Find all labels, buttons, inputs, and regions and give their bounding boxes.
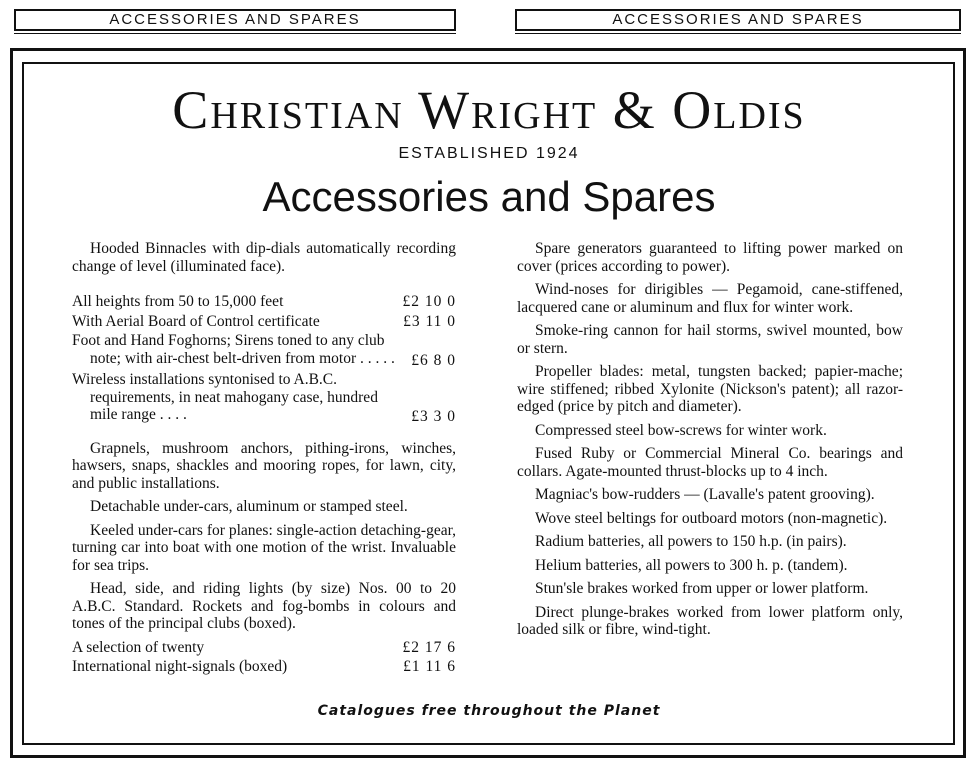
right-paragraph: Wove steel beltings for outboard motors (non-magnetic). xyxy=(535,509,888,527)
price-item xyxy=(72,658,456,676)
wireless-item xyxy=(72,371,456,426)
left-paragraph: Keeled under-cars for planes: single-action detaching-gear, turning car into boat with one motion of the wrist. Invaluable for sea trips. xyxy=(72,521,456,574)
price-value: £2 10 0 xyxy=(402,293,456,310)
spacer xyxy=(72,281,456,293)
right-paragraph: Stun'sle brakes worked from upper or lower platform. xyxy=(535,580,869,597)
right-column xyxy=(517,240,903,645)
price-label: International night-signals (boxed) xyxy=(72,658,288,675)
price-label: With Aerial Board of Control certificate xyxy=(72,312,320,330)
price-item xyxy=(72,293,456,311)
foghorns-price: £6 8 0 xyxy=(411,351,456,369)
left-intro: Hooded Binnacles with dip-dials automatically recording change of level (illuminated face). xyxy=(72,240,456,275)
header-rule-right xyxy=(515,33,961,34)
right-paragraph: Spare generators guaranteed to lifting power marked on cover (prices according to power). xyxy=(517,240,903,275)
right-paragraph: Compressed steel bow-screws for winter work. xyxy=(535,421,827,439)
price-item xyxy=(72,313,456,331)
foghorns-label: Foot and Hand Foghorns; Sirens toned to any club note; with air-chest belt-driven from motor . . . . . xyxy=(72,332,395,367)
spacer xyxy=(72,428,456,440)
left-paragraph: Head, side, and riding lights (by size) Nos. 00 to 20 A.B.C. Standard. Rockets and fog-bombs in colours and tones of the principal clubs (boxed). xyxy=(72,580,456,632)
left-paragraph: Detachable under-cars, aluminum or stamped steel. xyxy=(90,498,408,515)
left-column xyxy=(72,240,456,678)
wireless-price: £3 3 0 xyxy=(411,408,456,425)
left-paragraph: Grapnels, mushroom anchors, pithing-irons, winches, hawsers, snaps, shackles and mooring ropes, for lawn, city, and public installations. xyxy=(72,439,456,492)
established-line: ESTABLISHED 1924 xyxy=(398,145,580,162)
price-label: All heights from 50 to 15,000 feet xyxy=(72,293,284,310)
price-label: A selection of twenty xyxy=(72,638,205,656)
foghorns-item xyxy=(72,332,456,369)
right-paragraph: Wind-noses for dirigibles — Pegamoid, cane-stiffened, lacquered cane or aluminum and flux for winter work. xyxy=(517,281,903,316)
header-left: ACCESSORIES AND SPARES xyxy=(14,9,456,31)
right-paragraph: Smoke-ring cannon for hail storms, swivel mounted, bow or stern. xyxy=(517,322,903,357)
right-paragraph: Direct plunge-brakes worked from lower platform only, loaded silk or fibre, wind-tight. xyxy=(517,603,903,638)
wireless-label: Wireless installations syntonised to A.B.C. requirements, in neat mahogany case, hundred mile range . . . . xyxy=(72,371,378,423)
header-right: ACCESSORIES AND SPARES xyxy=(515,9,961,31)
price-value: £2 17 6 xyxy=(402,638,456,656)
right-paragraph: Magniac's bow-rudders — (Lavalle's patent grooving). xyxy=(535,486,875,503)
header-rule-left xyxy=(14,33,456,34)
company-name: Christian Wright & Oldis xyxy=(172,80,806,140)
price-item xyxy=(72,639,456,657)
price-value: £3 11 0 xyxy=(403,312,456,330)
right-paragraph: Fused Ruby or Commercial Mineral Co. bearings and collars. Agate-mounted thrust-blocks up to 4 inch. xyxy=(517,445,903,480)
price-value: £1 11 6 xyxy=(403,658,456,675)
advert-title: Accessories and Spares xyxy=(262,173,716,220)
right-paragraph: Radium batteries, all powers to 150 h.p. (in pairs). xyxy=(535,533,847,550)
footer-line: Catalogues free throughout the Planet xyxy=(317,703,661,719)
right-paragraph: Helium batteries, all powers to 300 h. p. (tandem). xyxy=(535,556,848,574)
right-paragraph: Propeller blades: metal, tungsten backed; papier-mache; wire stiffened; ribbed Xylonite (Nickson's patent); all razor-edged (price by pitch and diameter). xyxy=(517,363,903,415)
